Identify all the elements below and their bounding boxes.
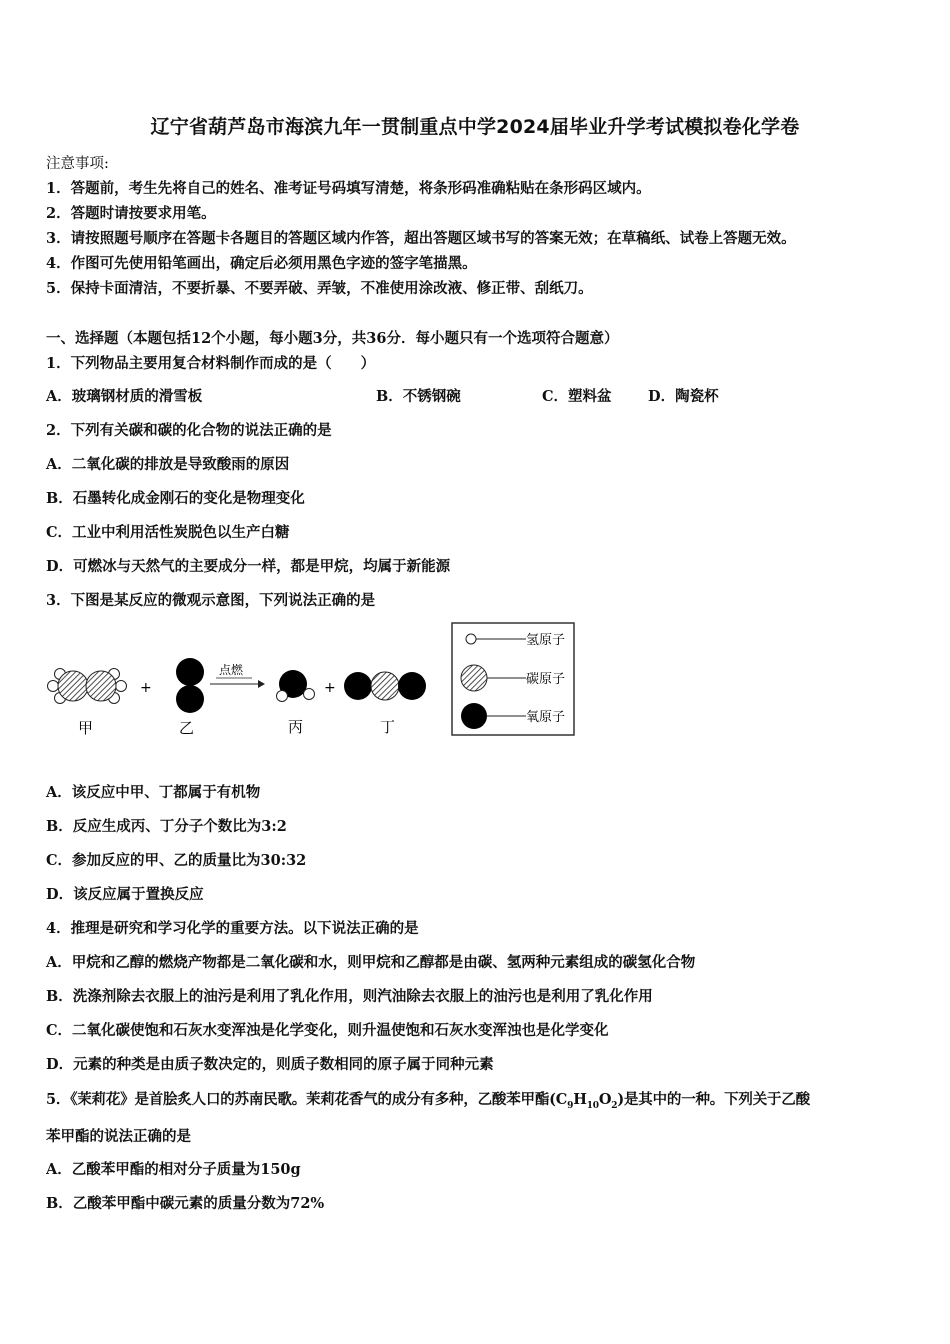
legend-carbon-label: 碳原子 [526,672,566,687]
question-5-stem-post: )是其中的一种。下列关于乙酸 [617,1091,810,1108]
molecule-ding [344,672,426,700]
question-2-option-a: A．二氧化碳的排放是导致酸雨的原因 [46,456,290,473]
section-heading: 一、选择题（本题包括12个小题，每小题3分，共36分．每小题只有一个选项符合题意） [46,330,619,347]
question-5-stem-line2: 苯甲酯的说法正确的是 [46,1128,191,1145]
formula-sub-o: 2 [611,1100,618,1111]
question-3-option-d: D．该反应属于置换反应 [46,886,204,903]
question-5-option-a: A．乙酸苯甲酯的相对分子质量为150g [46,1161,301,1178]
label-jia: 甲 [78,719,94,737]
reaction-svg [40,622,585,750]
formula-o: O [598,1091,612,1108]
plus-sign: + [324,680,336,696]
reaction-arrow [210,678,265,688]
question-3-option-c: C．参加反应的甲、乙的质量比为30:32 [46,852,307,869]
condition-label: 点燃 [219,663,244,677]
question-4-option-b: B．洗涤剂除去衣服上的油污是利用了乳化作用，则汽油除去衣服上的油污也是利用了乳化作用 [46,988,653,1005]
legend-carbon [461,665,526,691]
question-5-option-b: B．乙酸苯甲酯中碳元素的质量分数为72% [46,1195,325,1212]
question-5-stem-pre: 5．《茉莉花》是首脍炙人口的苏南民歌。茉莉花香气的成分有多种，乙酸苯甲酯(C [46,1091,568,1108]
question-1-option-c: C．塑料盆 [542,388,612,405]
question-4-option-a: A．甲烷和乙醇的燃烧产物都是二氧化碳和水，则甲烷和乙醇都是由碳、氢两种元素组成的碳氢化合物 [46,954,696,971]
question-2-option-d: D．可燃冰与天然气的主要成分一样，都是甲烷，均属于新能源 [46,558,451,575]
formula-sub-h: 10 [586,1100,599,1111]
question-3-option-b: B．反应生成丙、丁分子个数比为3:2 [46,818,287,835]
question-2-stem: 2．下列有关碳和碳的化合物的说法正确的是 [46,422,332,439]
notice-heading: 注意事项: [46,156,109,172]
molecule-bing [277,670,315,702]
reaction-diagram [40,622,585,750]
question-4-option-c: C．二氧化碳使饱和石灰水变浑浊是化学变化，则升温使饱和石灰水变浑浊也是化学变化 [46,1022,609,1039]
legend-oxygen [461,703,526,729]
label-yi: 乙 [179,719,195,737]
legend-hydrogen-label: 氢原子 [526,633,566,648]
question-3-option-a: A．该反应中甲、丁都属于有机物 [46,784,261,801]
plus-sign: + [140,680,152,696]
molecule-yi [176,658,204,713]
question-1-option-b: B．不锈钢碗 [376,388,461,405]
molecule-jia [48,669,127,704]
question-1-option-a: A．玻璃钢材质的滑雪板 [46,388,203,405]
notice-item: 1．答题前，考生先将自己的姓名、准考证号码填写清楚，将条形码准确粘贴在条形码区域内。 [46,180,651,197]
legend-oxygen-label: 氧原子 [526,710,566,725]
formula-h: H [573,1091,587,1108]
label-bing: 丙 [288,718,304,736]
question-4-option-d: D．元素的种类是由质子数决定的，则质子数相同的原子属于同种元素 [46,1056,494,1073]
question-1-stem: 1．下列物品主要用复合材料制作而成的是（ ） [46,355,376,372]
notice-item: 3．请按照题号顺序在答题卡各题目的答题区域内作答，超出答题区域书写的答案无效；在草稿纸、试卷上答题无效。 [46,230,796,247]
notice-item: 2．答题时请按要求用笔。 [46,205,216,222]
page-title: 辽宁省葫芦岛市海滨九年一贯制重点中学2024届毕业升学考试模拟卷化学卷 [150,116,800,138]
question-2-option-c: C．工业中利用活性炭脱色以生产白糖 [46,524,290,541]
notice-item: 4．作图可先使用铅笔画出，确定后必须用黑色字迹的签字笔描黑。 [46,255,477,272]
question-4-stem: 4．推理是研究和学习化学的重要方法。以下说法正确的是 [46,920,419,937]
question-3-stem: 3．下图是某反应的微观示意图，下列说法正确的是 [46,592,376,609]
question-1-option-d: D．陶瓷杯 [648,388,719,405]
legend-hydrogen [466,634,526,644]
formula-sub-c: 9 [567,1100,574,1111]
notice-item: 5．保持卡面清洁，不要折暴、不要弄破、弄皱，不准使用涂改液、修正带、刮纸刀。 [46,280,593,297]
label-ding: 丁 [380,718,396,736]
question-5-stem [46,1088,810,1111]
question-2-option-b: B．石墨转化成金刚石的变化是物理变化 [46,490,305,507]
